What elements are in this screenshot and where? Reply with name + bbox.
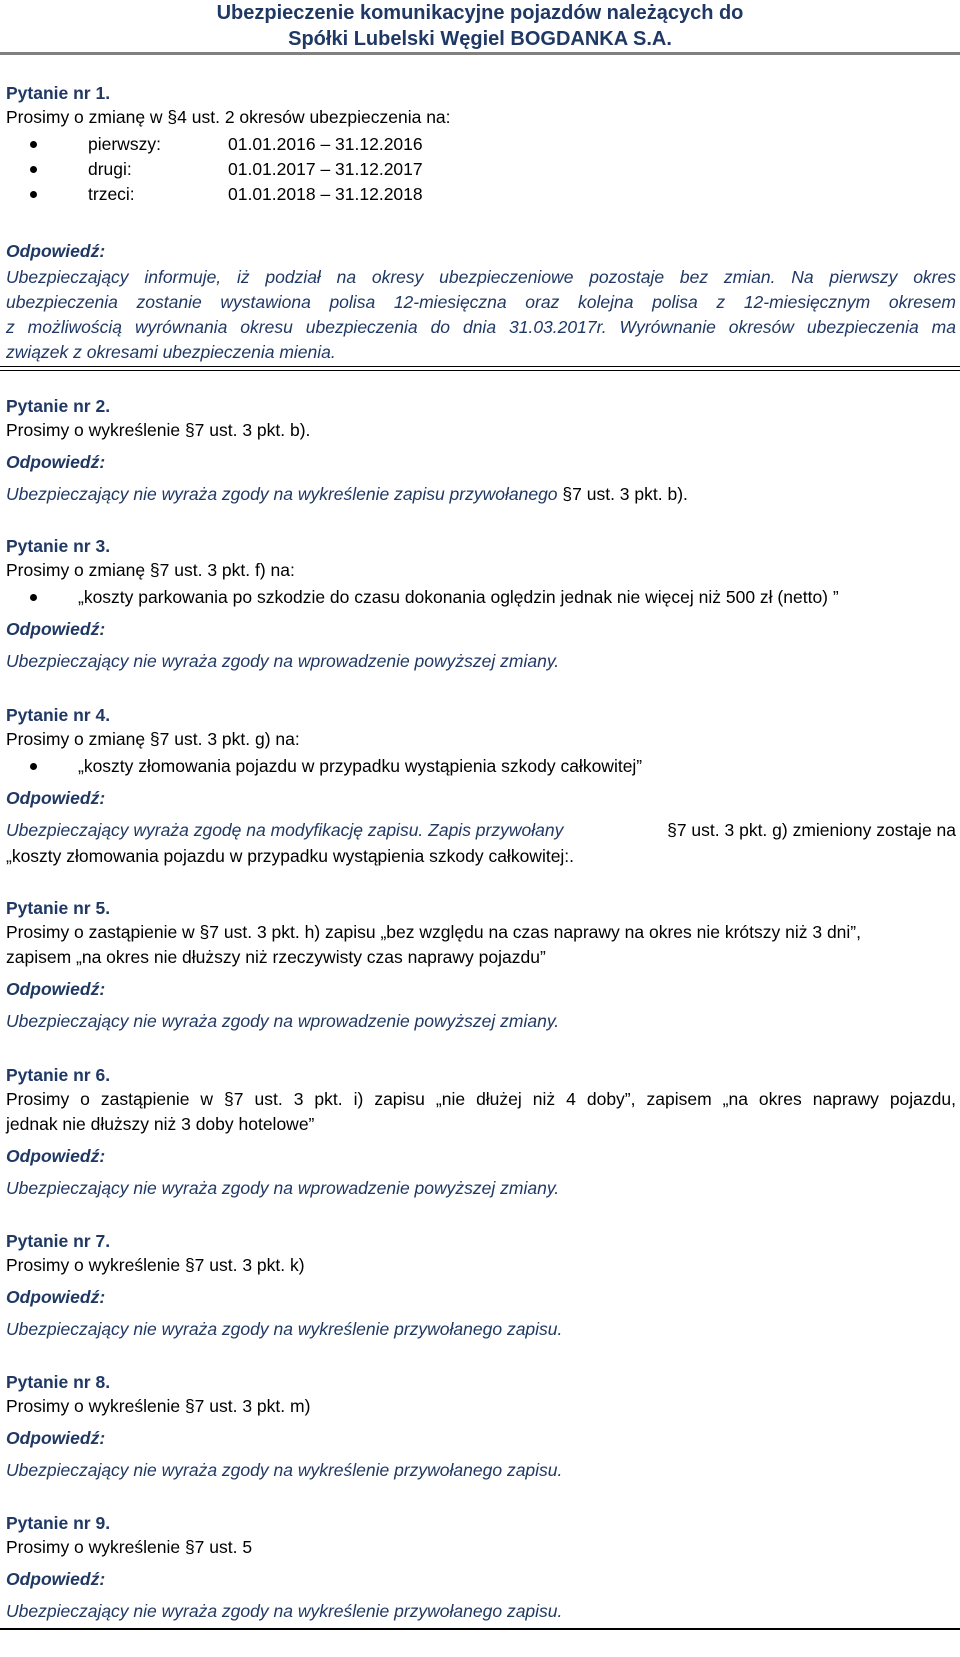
question-6-title: Pytanie nr 6. bbox=[6, 1065, 111, 1085]
question-9-text: Prosimy o wykreślenie §7 ust. 5 bbox=[6, 1537, 253, 1557]
answer-7-text: Ubezpieczający nie wyraża zgody na wykreślenie przywołanego zapisu. bbox=[6, 1319, 563, 1339]
answer-8-text: Ubezpieczający nie wyraża zgody na wykreślenie przywołanego zapisu. bbox=[6, 1460, 563, 1480]
answer-9-heading: Odpowiedź: bbox=[6, 1569, 106, 1589]
section-divider bbox=[0, 366, 960, 371]
answer-2-reference: §7 ust. 3 pkt. b). bbox=[562, 484, 688, 504]
document-title-line1: Ubezpieczenie komunikacyjne pojazdów należących do bbox=[216, 2, 744, 24]
answer-5-text: Ubezpieczający nie wyraża zgody na wprowadzenie powyższej zmiany. bbox=[6, 1011, 560, 1031]
question-5-text-line1: Prosimy o zastąpienie w §7 ust. 3 pkt. h) zapisu „bez względu na czas naprawy na okres nie krótszy niż 3 dni”, bbox=[6, 922, 861, 942]
bullet-icon bbox=[30, 166, 37, 173]
question-2-text: Prosimy o wykreślenie §7 ust. 3 pkt. b). bbox=[6, 420, 311, 440]
answer-1-line: ubezpieczenia zostanie wystawiona polisa 12-miesięczna oraz kolejna polisa z 12-miesięcznym okresem bbox=[6, 292, 956, 312]
question-8-text: Prosimy o wykreślenie §7 ust. 3 pkt. m) bbox=[6, 1396, 311, 1416]
question-2-title: Pytanie nr 2. bbox=[6, 396, 111, 416]
answer-5-heading: Odpowiedź: bbox=[6, 979, 106, 999]
question-1-title: Pytanie nr 1. bbox=[6, 83, 111, 103]
answer-1-line: związek z okresami ubezpieczenia mienia. bbox=[6, 342, 336, 362]
question-7-text: Prosimy o wykreślenie §7 ust. 3 pkt. k) bbox=[6, 1255, 305, 1275]
answer-4-reference: §7 ust. 3 pkt. g) zmieniony zostaje na bbox=[667, 820, 956, 840]
question-1-text: Prosimy o zmianę w §4 ust. 2 okresów ubezpieczenia na: bbox=[6, 107, 451, 127]
period-label: trzeci: bbox=[88, 184, 135, 204]
document-title-line2: Spółki Lubelski Węgiel BOGDANKA S.A. bbox=[288, 28, 672, 50]
period-label: drugi: bbox=[88, 159, 132, 179]
answer-4-heading: Odpowiedź: bbox=[6, 788, 106, 808]
bottom-rule bbox=[0, 1628, 960, 1630]
question-4-text: Prosimy o zmianę §7 ust. 3 pkt. g) na: bbox=[6, 729, 300, 749]
question-3-bullet: „koszty parkowania po szkodzie do czasu dokonania oględzin jednak nie więcej niż 500 zł (netto) ” bbox=[78, 587, 839, 607]
answer-4-text bbox=[6, 819, 956, 841]
answer-6-text: Ubezpieczający nie wyraża zgody na wprowadzenie powyższej zmiany. bbox=[6, 1178, 560, 1198]
answer-2-italic: Ubezpieczający nie wyraża zgody na wykreślenie zapisu przywołanego bbox=[6, 484, 563, 504]
answer-1-line: z możliwością wyrównania okresu ubezpieczenia do dnia 31.03.2017r. Wyrównanie okresów ubezpieczenia ma bbox=[6, 317, 956, 337]
period-value: 01.01.2018 – 31.12.2018 bbox=[228, 184, 423, 204]
question-8-title: Pytanie nr 8. bbox=[6, 1372, 111, 1392]
answer-4-line2: „koszty złomowania pojazdu w przypadku wystąpienia szkody całkowitej:. bbox=[6, 846, 575, 866]
question-5-text-line2: zapisem „na okres nie dłuższy niż rzeczywisty czas naprawy pojazdu” bbox=[6, 947, 546, 967]
bullet-icon bbox=[30, 763, 37, 770]
answer-8-heading: Odpowiedź: bbox=[6, 1428, 106, 1448]
answer-1-line: Ubezpieczający informuje, iż podział na okresy ubezpieczeniowe pozostaje bez zmian. Na pierwszy okres bbox=[6, 267, 956, 287]
answer-2-heading: Odpowiedź: bbox=[6, 452, 106, 472]
answer-1-heading: Odpowiedź: bbox=[6, 241, 106, 261]
question-4-title: Pytanie nr 4. bbox=[6, 705, 111, 725]
period-label: pierwszy: bbox=[88, 134, 161, 154]
question-6-text-line1: Prosimy o zastąpienie w §7 ust. 3 pkt. i) zapisu „nie dłużej niż 4 doby”, zapisem „na okres naprawy pojazdu, bbox=[6, 1089, 956, 1109]
question-3-title: Pytanie nr 3. bbox=[6, 536, 111, 556]
answer-4-italic: Ubezpieczający wyraża zgodę na modyfikację zapisu. Zapis przywołany bbox=[6, 820, 564, 840]
answer-3-heading: Odpowiedź: bbox=[6, 619, 106, 639]
answer-2-text bbox=[6, 483, 688, 505]
bullet-icon bbox=[30, 191, 37, 198]
answer-6-heading: Odpowiedź: bbox=[6, 1146, 106, 1166]
answer-7-heading: Odpowiedź: bbox=[6, 1287, 106, 1307]
answer-3-text: Ubezpieczający nie wyraża zgody na wprowadzenie powyższej zmiany. bbox=[6, 651, 560, 671]
question-5-title: Pytanie nr 5. bbox=[6, 898, 111, 918]
answer-9-text: Ubezpieczający nie wyraża zgody na wykreślenie przywołanego zapisu. bbox=[6, 1601, 563, 1621]
question-4-bullet: „koszty złomowania pojazdu w przypadku wystąpienia szkody całkowitej” bbox=[78, 756, 643, 776]
question-3-text: Prosimy o zmianę §7 ust. 3 pkt. f) na: bbox=[6, 560, 295, 580]
period-value: 01.01.2016 – 31.12.2016 bbox=[228, 134, 423, 154]
bullet-icon bbox=[30, 594, 37, 601]
bullet-icon bbox=[30, 141, 37, 148]
question-9-title: Pytanie nr 9. bbox=[6, 1513, 111, 1533]
header-rule bbox=[0, 52, 960, 55]
question-7-title: Pytanie nr 7. bbox=[6, 1231, 111, 1251]
period-value: 01.01.2017 – 31.12.2017 bbox=[228, 159, 423, 179]
question-6-text-line2: jednak nie dłuższy niż 3 doby hotelowe” bbox=[6, 1114, 315, 1134]
